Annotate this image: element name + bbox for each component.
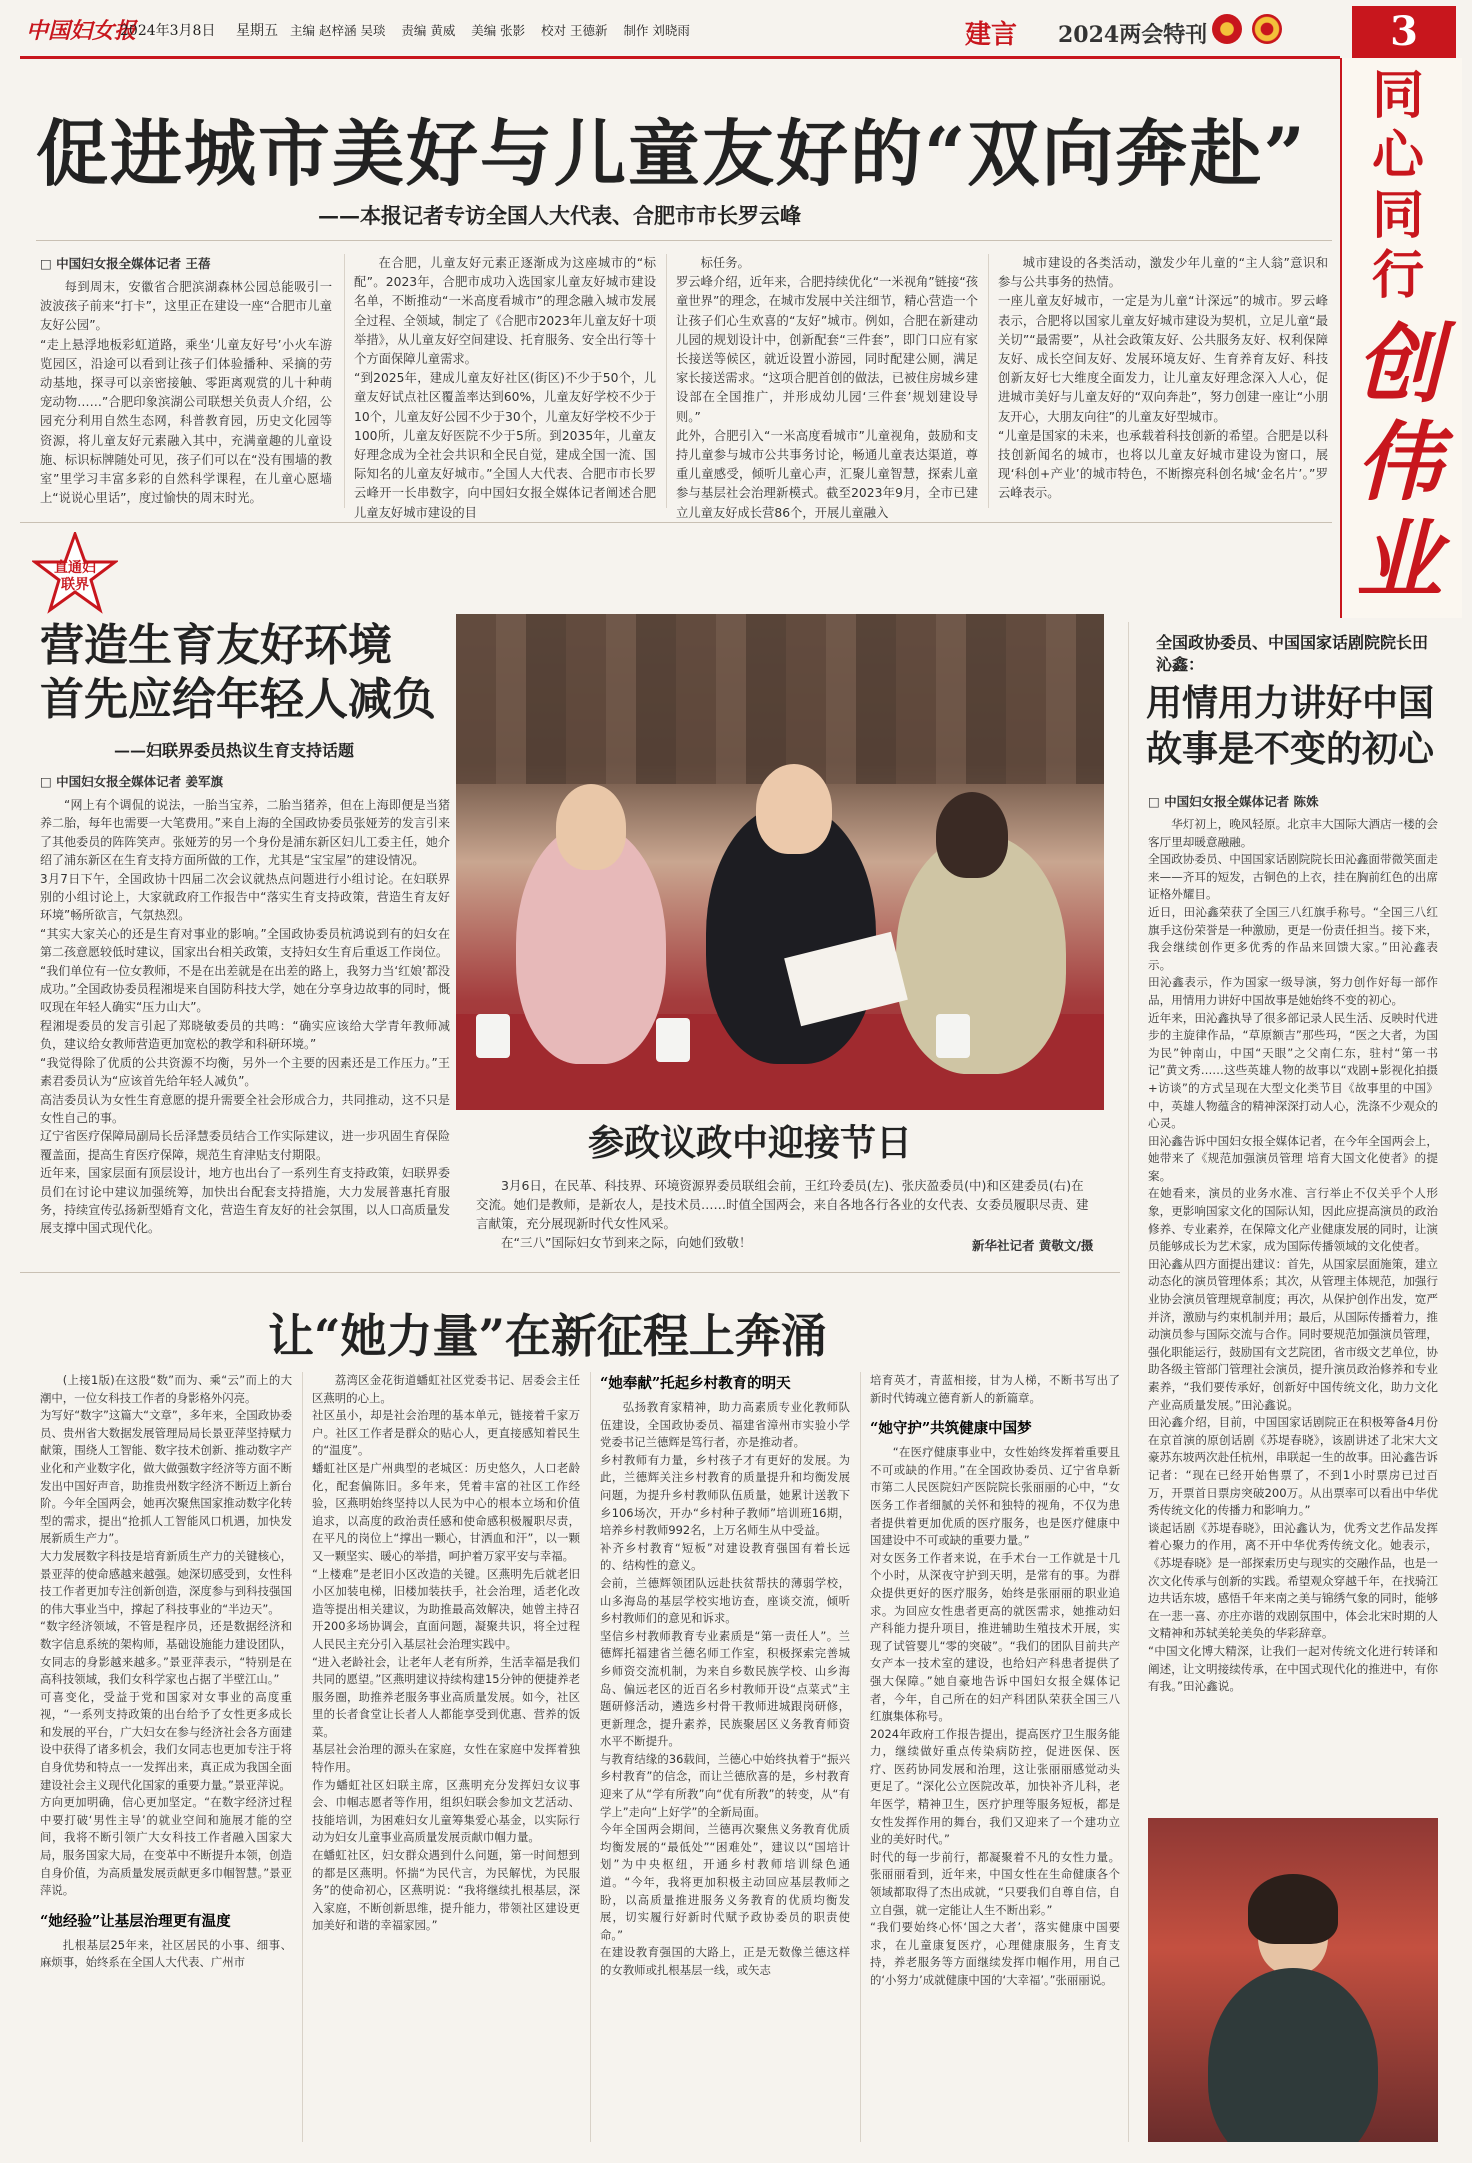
section-name: 建言 [965,20,1018,50]
tian-kicker: 全国政协委员、中国国家话剧院院长田沁鑫： [1156,633,1429,674]
women-headline: 让“她力量”在新征程上奔涌 [268,1309,827,1363]
masthead-date: 2024年3月8日 [120,23,216,39]
lead-byline: □ 中国妇女报全媒体记者 王蓓 [40,256,211,271]
lead-bottom-rule [20,522,1332,523]
lead-headline: 促进城市美好与儿童友好的“双向奔赴” [36,111,1307,196]
photo-caption-text: 3月6日，在民革、科技界、环境资源界委员联组会前，王红玲委员(左)、张庆盈委员(中)和区建委员(右)在交流。她们是教师，是新农人，是技术员……时值全国两会，来自各地各行各业的女代表、女委员履职尽责、建言献策，充分展现新时代女性风采。 [476,1178,1089,1231]
lead-col1-text: 每到周末，安徽省合肥滨湖森林公园总能吸引一波波孩子前来“打卡”，这里正在建设一座“合肥市儿童友好公园”。 “走上悬浮地板彩虹道路，乘坐‘儿童友好号’小火车游览园区，沿途可以看到让孩子们体验播种、采摘的劳动基地，探寻可以亲密接触、零距离观赏的儿十种萌宠动物……”合肥印象滨湖公司联想关负责人介绍，公园充分利用自然生态网，科普教育园，历史文化园等资源，将儿童友好元素融入其中，充满童趣的儿童设施、标识标牌随处可见，孩子们可以在“没有围墙的教室”里学习丰富多彩的自然科学课程，在儿童心愿墙上“说说心里话”，度过愉快的周末时光。 [40,280,332,506]
cppcc-emblem-icon [1252,14,1282,44]
emblem-icon [1212,14,1242,44]
tea-cup [476,1014,510,1058]
lead-subtitle: ——本报记者专访全国人大代表、合肥市市长罗云峰 [318,203,801,228]
tian-headline-1: 用情用力讲好中国 [1146,682,1435,724]
masthead-rule [20,56,1340,59]
special-issue-label: 2024两会特刊 [1058,22,1208,48]
portrait-hair [1248,1874,1338,1944]
fed-subtitle: ——妇联界委员热议生育支持话题 [114,741,355,760]
lead-col2-text: 在合肥，儿童友好元素正逐渐成为这座城市的“标配”。2023年，合肥市成功入选国家儿童友好城市建设名单，不断推动“一米高度看城市”的理念融入城市发展全过程、全领域，制定了《合肥市2023年儿童友好十项举措》，从儿童友好空间建设、托育服务、安全出行等十个方面保障儿童需求。 “到2025年，建成儿童友好社区(街区)不少于50个，儿童友好试点社区覆盖率达到60%，儿童友好学校不少于10个，儿童友好公园不少于30个，儿童友好学校不少于100所，儿童友好医院不少于5所。到2035年，儿童友好理念成为全社会共识和全民自觉，建成全国一流、国际知名的儿童友好城市。”全国人大代表、合肥市市长罗云峰开一长串数字，向中国妇女报全媒体记者阐述合肥儿童友好城市建设的目 [354,256,656,520]
fed-body: “网上有个调侃的说法，一胎当宝养，二胎当猪养，但在上海即便是当猪养二胎，每年也需要一大笔费用。”来自上海的全国政协委员张娅芳的发言引来了其他委员的阵阵笑声。张娅芳的另一个身份是浦东新区妇儿工委主任，她介绍了浦东新区在生育支持方面所做的工作，尤其是“宝宝屋”的建设情况。 3月7日下午，全国政协十四届二次会议就热点问题进行小组讨论。在妇联界别的小组讨论上，大家就政府工作报告中“落实生育支持政策，营造生育友好环境”畅所欲言，气氛热烈。 “其实大家关心的还是生育对事业的影响。”全国政协委员杭鸿说到有的妇女在第二孩意愿较低时建议，国家出台相关政策，支持妇女生育后重返工作岗位。 “我们单位有一位女教师，不是在出差就是在出差的路上，我努力当‘红娘’都没成功。”全国政协委员程湘堤来自国防科技大学，她在分享身边故事的同时，慨叹现在年轻人确实“压力山大”。 程湘堤委员的发言引起了郑晓敏委员的共鸣：“确实应该给大学青年教师减负，建议给女教师营造更加宽松的教学和科研环境。” “我觉得除了优质的公共资源不均衡，另外一个主要的因素还是工作压力。”王素君委员认为“应该首先给年轻人减负”。 高洁委员认为女性生育意愿的提升需要全社会形成合力，共同推动，这不只是女性自己的事。 辽宁省医疗保障局副局长岳泽慧委员结合工作实际建议，进一步巩固生育保险覆盖面，提高生育医疗保障，规范生育津贴支付期限。 近年来，国家层面有顶层设计，地方也出台了一系列生育支持政策，妇联界委员们在讨论中建议加强统筹，加快出台配套支持措施，大力发展普惠托育服务，持续宣传弘扬新型婚育文化，营造生育友好的社会氛围，以人口高质量发展支撑中国式现代化。 [40,798,450,1236]
right-banner [1340,58,1462,618]
women-col4-text: 培育英才，青蓝相接，甘为人梯，不断书写出了新时代铸魂立德育新人的新篇章。 [870,1373,1120,1405]
women-col4 [870,1372,1120,1990]
banner-line1: 同心同行 [1372,65,1425,306]
lead-col3-text: 标任务。 罗云峰介绍，近年来，合肥持续优化“一米视角”链接“孩童世界”的理念，在城市发展中关注细节，精心营造一个让孩子们心生欢喜的“友好”城市。例如，合肥在新建动儿园的规划设计中，创新配套“三件套”，即门口应有家长接送等候区，就近设置小游园，同时配建公厕，满足家长接送需求。“这项合肥首创的做法，已被住房城乡建设部在全国推广，并形成幼儿园‘三件套’规划建设导则。” 此外，合肥引入“一米高度看城市”儿童视角，鼓励和支持儿童参与城市公共事务讨论，畅通儿童表达渠道，尊重儿童感受，倾听儿童心声，汇聚儿童智慧，探索儿童参与基层社会治理新模式。截至2023年9月，全市已建立儿童友好成长营86个，开展儿童融入 [676,256,978,520]
women-col2-text: 荔湾区金花街道蟠虹社区党委书记、居委会主任区燕明的心上。 社区虽小，却是社会治理的基本单元，链接着千家万户。社区工作者是群众的贴心人，更直接感知着民生的“温度”。 蟠虹社区是广州典型的老城区：历史悠久，人口老龄化，配套偏陈旧。多年来，凭着丰富的社区工作经验，区燕明始终坚持以人民为中心的根本立场和价值追求，以高度的政治责任感和使命感积极履职尽责，在平凡的岗位上“撑出一颗心，甘洒血和汗”，以一颗又一颗坚实、暖心的举措，呵护着万家平安与幸福。 “上楼难”是老旧小区改造的关键。区燕明先后就老旧小区加装电梯，旧楼加装扶手，社会治理，适老化改造等提出相关建议，为助推最高效解决，她曾主持召开200多场协调会，直面问题，凝聚共识，将全过程人民民主充分引入基层社会治理实践中。 “进入老龄社会，让老年人老有所养，生活幸福是我们共同的愿望。”区燕明建议持续构建15分钟的便捷养老服务圈，助推养老服务事业高质量发展。如今，社区里的长者食堂让长者人人都能享受到优惠、营养的饭菜。 基层社会治理的源头在家庭，女性在家庭中发挥着独特作用。 作为蟠虹社区妇联主席，区燕明充分发挥妇女议事会、巾帼志愿者等作用，组织妇联会参加文艺活动、技能培训，为困难妇女儿童筹集爱心基金，以实际行动为妇女儿童事业高质量发展贡献巾帼力量。 在蟠虹社区，妇女群众遇到什么问题，第一时间想到的都是区燕明。怀揣“为民代言，为民解忧，为民服务”的使命初心，区燕明说：“我将继续扎根基层，深入家庭，不断创新思维，提升能力，带领社区建设更加美好和谐的幸福家园。” [312,1373,580,1933]
tea-cup [936,1014,970,1058]
photo-credit: 新华社记者 黄敬文/摄 [972,1238,1094,1253]
banner-line2: 创伟业 [1356,314,1442,611]
person-left-head [556,784,626,870]
lead-col1 [40,254,332,508]
tian-byline: □ 中国妇女报全媒体记者 陈姝 [1148,794,1319,809]
tian-headline-2: 故事是不变的初心 [1146,728,1435,770]
women-col3 [600,1372,850,1980]
women-col4b-text: “在医疗健康事业中，女性始终发挥着重要且不可或缺的作用。”在全国政协委员、辽宁省阜新市第二人民医院妇产医院院长张丽丽的心中，“女医务工作者细腻的关怀和独特的视角，不仅为患者提供着更加优质的医疗服务，也是医疗健康中国建设中不可或缺的重要力量。” 对女医务工作者来说，在手术台一工作就是十几个小时，从深夜守护到天明，是常有的事。为群众提供更好的医疗服务，始终是张丽丽的职业追求。为回应女性患者更高的就医需求，她推动妇产科能力提升项目，推进辅助生殖技术开展，实现了试管婴儿“零的突破”。“我们的团队目前共产女产本一技术室的建设，也给妇产科患者提供了强大保障。”她自豪地告诉中国妇女报全媒体记者，今年，自己所在的妇产科团队荣获全国三八红旗集体称号。 2024年政府工作报告提出，提高医疗卫生服务能力，继续做好重点传染病防控，促进医保、医疗、医药协同发展和治理，这让张丽丽感觉动头更足了。“深化公立医院改革，加快补齐儿科，老年医学，精神卫生，医疗护理等服务短板，都是女性发挥作用的舞台，我们又迎来了一个建功立业的美好时代。” 时代的每一步前行，都凝聚着不凡的女性力量。张丽丽看到，近年来，中国女性在生命健康各个领域都取得了杰出成就，“只要我们自尊自信，自立自强，就一定能让人生不断出彩。” “我们要始终心怀‘国之大者’，落实健康中国要求，在儿童康复医疗，心理健康服务，生育支持，养老服务等方面继续发挥巾帼作用，用自己的‘小努力’成就健康中国的‘大幸福’。”张丽丽说。 [870,1445,1120,1987]
photo-caption-tribute: 在“三八”国际妇女节到来之际，向她们致敬！ [501,1235,752,1250]
news-photo [456,614,1104,1110]
page-number: 3 [1352,6,1456,58]
women-col1-text: (上接1版)在这股“数”而为、乘“云”而上的大潮中，一位女科技工作者的身影格外闪亮。 为写好“数字”这篇大“文章”，多年来，全国政协委员、贵州省大数据发展管理局局长景亚萍坚持赋力献策，围绕人工智能、数字技术创新、推动数字产业化和产业数字化，做大做强数字经济等方面不断发出中国好声音，助推贵州数字经济不断迈上新台阶。今年全国两会，她再次聚焦国家推动数字化转型的需求，提出“抢抓人工智能风口机遇，加快发展新质生产力”。 大力发展数字科技是培育新质生产力的关键核心，景亚萍的使命感越来越强。她深切感受到，女性科技工作者更加专注创新创造，深度参与到科技强国的伟大事业当中，撑起了科技事业的“半边天”。 “数字经济领域，不管是程序员，还是数据经济和数字信息系统的架构师，基础设施能力建设团队，女同志的身影越来越多。”景亚萍表示，“特别是在高科技领域，我们女科学家也占据了半壁江山。” 可喜变化，受益于党和国家对女事业的高度重视，“一系列支持政策的出台给予了女性更多成长和发展的平台，广大妇女在参与经济社会各方面建设中获得了诸多机会，我们女同志也更加专注于将自身优势和特点一一发挥出来，真正成为我国全面建设社会主义现代化国家的重要力量。”景亚萍说。 方向更加明确，信心更加坚定。“在数字经济过程中要打破‘男性主导’的就业空间和施展才能的空间，我将不断引领广大女科技工作者融入国家大局，服务国家大局，在变革中不断提升本领，创造自身价值，为高质量发展贡献更多巾帼智慧。”景亚萍说。 [40,1373,292,1898]
women-sub2: “她奉献”托起乡村教育的明天 [600,1375,791,1392]
lead-rule [36,240,1332,241]
person-center-head [756,764,832,854]
masthead-logo: 中国妇女报 [26,18,137,44]
portrait-photo [1148,1818,1438,2142]
women-sub3: “她守护”共筑健康中国梦 [870,1420,1032,1438]
masthead [0,0,1472,58]
women-top-rule [20,1272,1120,1273]
women-col3-text: 弘扬教育家精神，助力高素质专业化教师队伍建设，全国政协委员、福建省漳州市实验小学党委书记兰德辉是笃行者，亦是推动者。 乡村教师有力量，乡村孩子才有更好的发展。为此，兰德辉关注乡村教育的质量提升和均衡发展问题，为提升乡村教师队伍质量，她累计送教下乡106场次，开办“乡村种子教师”培训班16期，培养乡村教师992名，上万名师生从中受益。 补齐乡村教育“短板”对建设教育强国有着长远的、结构性的意义。 会前，兰德辉领团队远赴扶贫帮扶的薄弱学校，山多海岛的基层学校实地访查，座谈交流，倾听乡村教师们的意见和诉求。 坚信乡村教师教育专业素质是“第一责任人”。兰德辉托福建省兰德名师工作室，积极探索完善城乡师资交流机制，为来自乡数民族学校、山乡海岛、偏远老区的近百名乡村教师开设“点菜式”主题研修活动，遴选乡村骨干教师进城跟岗研修，更新理念，提升素养，民族聚居区义务教育师资水平不断提升。 与教育结缘的36载间，兰德心中始终执着于“振兴乡村教育”的信念，而让兰德欣喜的是，乡村教育迎来了从“学有所教”向“优有所教”的转变，从“有学上”走向“上好学”的全新局面。 今年全国两会期间，兰德再次聚焦义务教育优质均衡发展的“最低处”“困难处”，建议以“国培计划”为中央枢纽，开通乡村教师培训绿色通道。“今年，我将更加积极主动回应基层教师之盼，以高质量推进服务义务教育的优质均衡发展，切实履行好新时代赋予政协委员的职责使命。” 在建设教育强国的大路上，正是无数像兰德这样的女教师或扎根基层一线，或矢志 [600,1400,850,1977]
fed-article [40,772,450,1238]
fed-headline-2: 首先应给年轻人减负 [40,674,436,725]
portrait-body [1208,1968,1378,2142]
women-col1 [40,1372,292,1972]
fed-byline: □ 中国妇女报全媒体记者 姜军旗 [40,774,224,789]
fed-headline-1: 营造生育友好环境 [40,620,392,671]
masthead-staff: 主编 赵梓涵 吴琰 责编 黄威 美编 张影 校对 王德新 制作 刘晓雨 [290,23,690,38]
fed-badge-text: 直通妇联界 [54,560,96,593]
lead-col4-text: 城市建设的各类活动，激发少年儿童的“主人翁”意识和参与公共事务的热情。 一座儿童友好城市，一定是为儿童“计深远”的城市。罗云峰表示，合肥将以国家儿童友好城市建设为契机，立足儿童“最关切”“最需要”，从社会政策友好、公共服务友好、权利保障友好、成长空间友好、发展环境友好、生育养育友好、科技创新友好七大维度全面发力，让儿童友好理念深入人心，促进城市美好与儿童友好的“双向奔赴”，努力创建一座让“小朋友开心，大朋友向往”的儿童友好型城市。 “儿童是国家的未来，也承载着科技创新的希望。合肥是以科技创新闻名的城市，也将以儿童友好城市建设为窗口，展现‘科创+产业’的城市特色，不断擦亮科创名城‘金名片’。”罗云峰表示。 [998,256,1328,501]
women-col1b-text: 扎根基层25年来，社区居民的小事、细事、麻烦事，始终系在全国人大代表、广州市 [40,1937,292,1970]
fed-badge [32,532,118,614]
masthead-weekday: 星期五 [236,23,278,39]
tian-article [1148,792,1438,1696]
women-sub1: “她经验”让基层治理更有温度 [40,1912,231,1930]
photo-headline: 参政议政中迎接节日 [588,1122,913,1164]
tea-cup [656,1018,690,1062]
person-right-head [936,792,1008,878]
tian-body: 华灯初上，晚风轻原。北京丰大国际大酒店一楼的会客厅里却暖意融融。 全国政协委员、中国国家话剧院院长田沁鑫面带微笑面走来——齐耳的短发，古铜色的上衣，挂在胸前红色的出席证格外耀目。 近日，田沁鑫荣获了全国三八红旗手称号。“全国三八红旗手这份荣誉是一种激励，更是一份责任担当。接下来，我会继续创作更多优秀的作品来回馈大家。”田沁鑫表示。 田沁鑫表示，作为国家一级导演，努力创作好每一部作品，用情用力讲好中国故事是她始终不变的初心。 近年来，田沁鑫执导了很多部记录人民生活、反映时代进步的主旋律作品，“草原额吉”那些玛，“医之大者，为国为民”钟南山，中国“天眼”之父南仁东，驻村“第一书记”黄文秀……这些英雄人物的故事以“戏剧+影视化拍摄+访谈”的方式呈现在大型文化类节目《故事里的中国》中，英雄人物蕴含的精神深深打动人心，洗涤不少观众的心灵。 田沁鑫告诉中国妇女报全媒体记者，在今年全国两会上，她带来了《规范加强演员管理 培育大国文化使者》的提案。 在她看来，演员的业务水准、言行举止不仅关乎个人形象，更影响国家文化的国际认知，因此应提高演员的政治修养、专业素养，在保障文化产业健康发展的同时，让演员能够成长为艺术家，成为国际传播领域的文化使者。 田沁鑫从四方面提出建议：首先，从国家层面施策，建立动态化的演员管理体系；其次，从管理主体规范，加强行业协会演员管理规章制度；再次，从保护创作出发，宽严并济，激励与约束机制并用；最后，从国际传播着力，推动演员参与国际交流与合作。同时要规范加强演员管理，强化职能运行，鼓励国有文艺院团，省市级文艺单位，协助各级主管部门管理社会演员，提升演员政治修养和专业素养，“我们要传承好，创新好中国传统文化，助力文化产业高质量发展。”田沁鑫说。 田沁鑫介绍，目前，中国国家话剧院正在积极筹备4月份在京首演的原创话剧《苏堤春晓》，该剧讲述了北宋大文豪苏东坡两次赴任杭州，串联起一生的故事。田沁鑫告诉记者：“现在已经开始售票了，不到1小时票房已过百万，开票首日票房突破200万。从出票率可以看出中华优秀传统文化的传播力和影响力。” 谈起话剧《苏堤春晓》，田沁鑫认为，优秀文艺作品发挥着心聚力的作用，离不开中华优秀传统文化。她表示，《苏堤春晓》是一部探索历史与现实的交融作品，也是一次文化传承与创新的实践。希望观众穿越千年，在找骑江边共话东坡，感悟千年来南之美与锦绣气象的同时，能够在一悲一喜、亦庄亦谐的戏剧氛围中，体会北宋时期的人文精神和苏轼美轮美奂的华彩辞章。 “中国文化博大精深，让我们一起对传统文化进行转译和阐述，让文明接续传承，在中国式现代化的推进中，有你有我。”田沁鑫说。 [1148,817,1438,1694]
